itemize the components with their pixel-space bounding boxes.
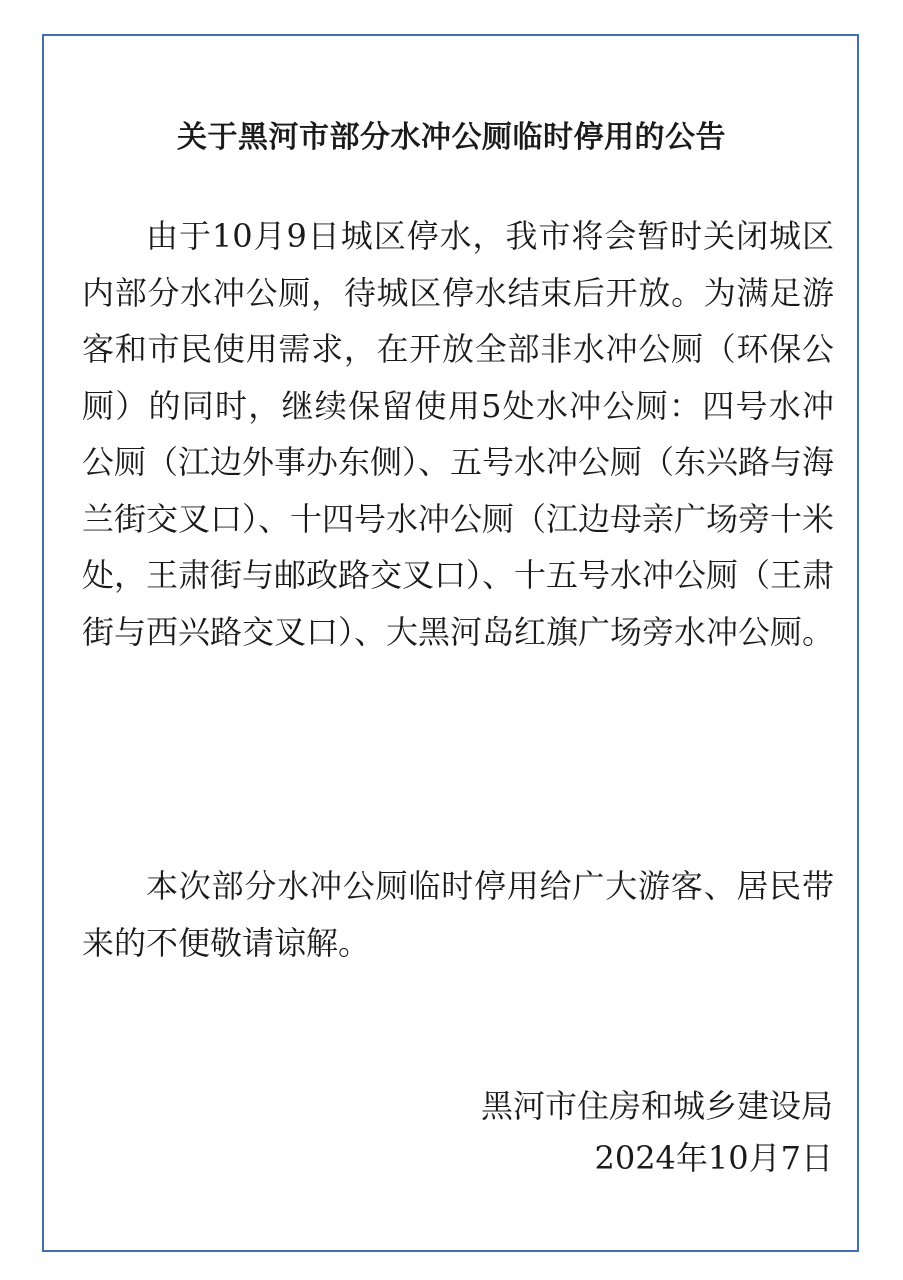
notice-paragraph-main: 由于10月9日城区停水，我市将会暂时关闭城区内部分水冲公厕，待城区停水结束后开放。为满足游客和市民使用需求，在开放全部非水冲公厕（环保公厕）的同时，继续保留使用5处水冲公厕：四号水冲公厕（江边外事办东侧）、五号水冲公厕（东兴路与海兰街交叉口）、十四号水冲公厕（江边母亲广场旁十米处，王肃街与邮政路交叉口）、十五号水冲公厕（王肃街与西兴路交叉口）、大黑河岛红旗广场旁水冲公厕。 xyxy=(82,217,835,651)
issuer-name: 黑河市住房和城乡建设局 xyxy=(480,1087,833,1125)
notice-title: 关于黑河市部分水冲公厕临时停用的公告 xyxy=(177,120,726,155)
notice-paragraph-apology: 本次部分水冲公厕临时停用给广大游客、居民带来的不便敬请谅解。 xyxy=(82,867,834,962)
issue-date: 2024年10月7日 xyxy=(594,1139,833,1177)
